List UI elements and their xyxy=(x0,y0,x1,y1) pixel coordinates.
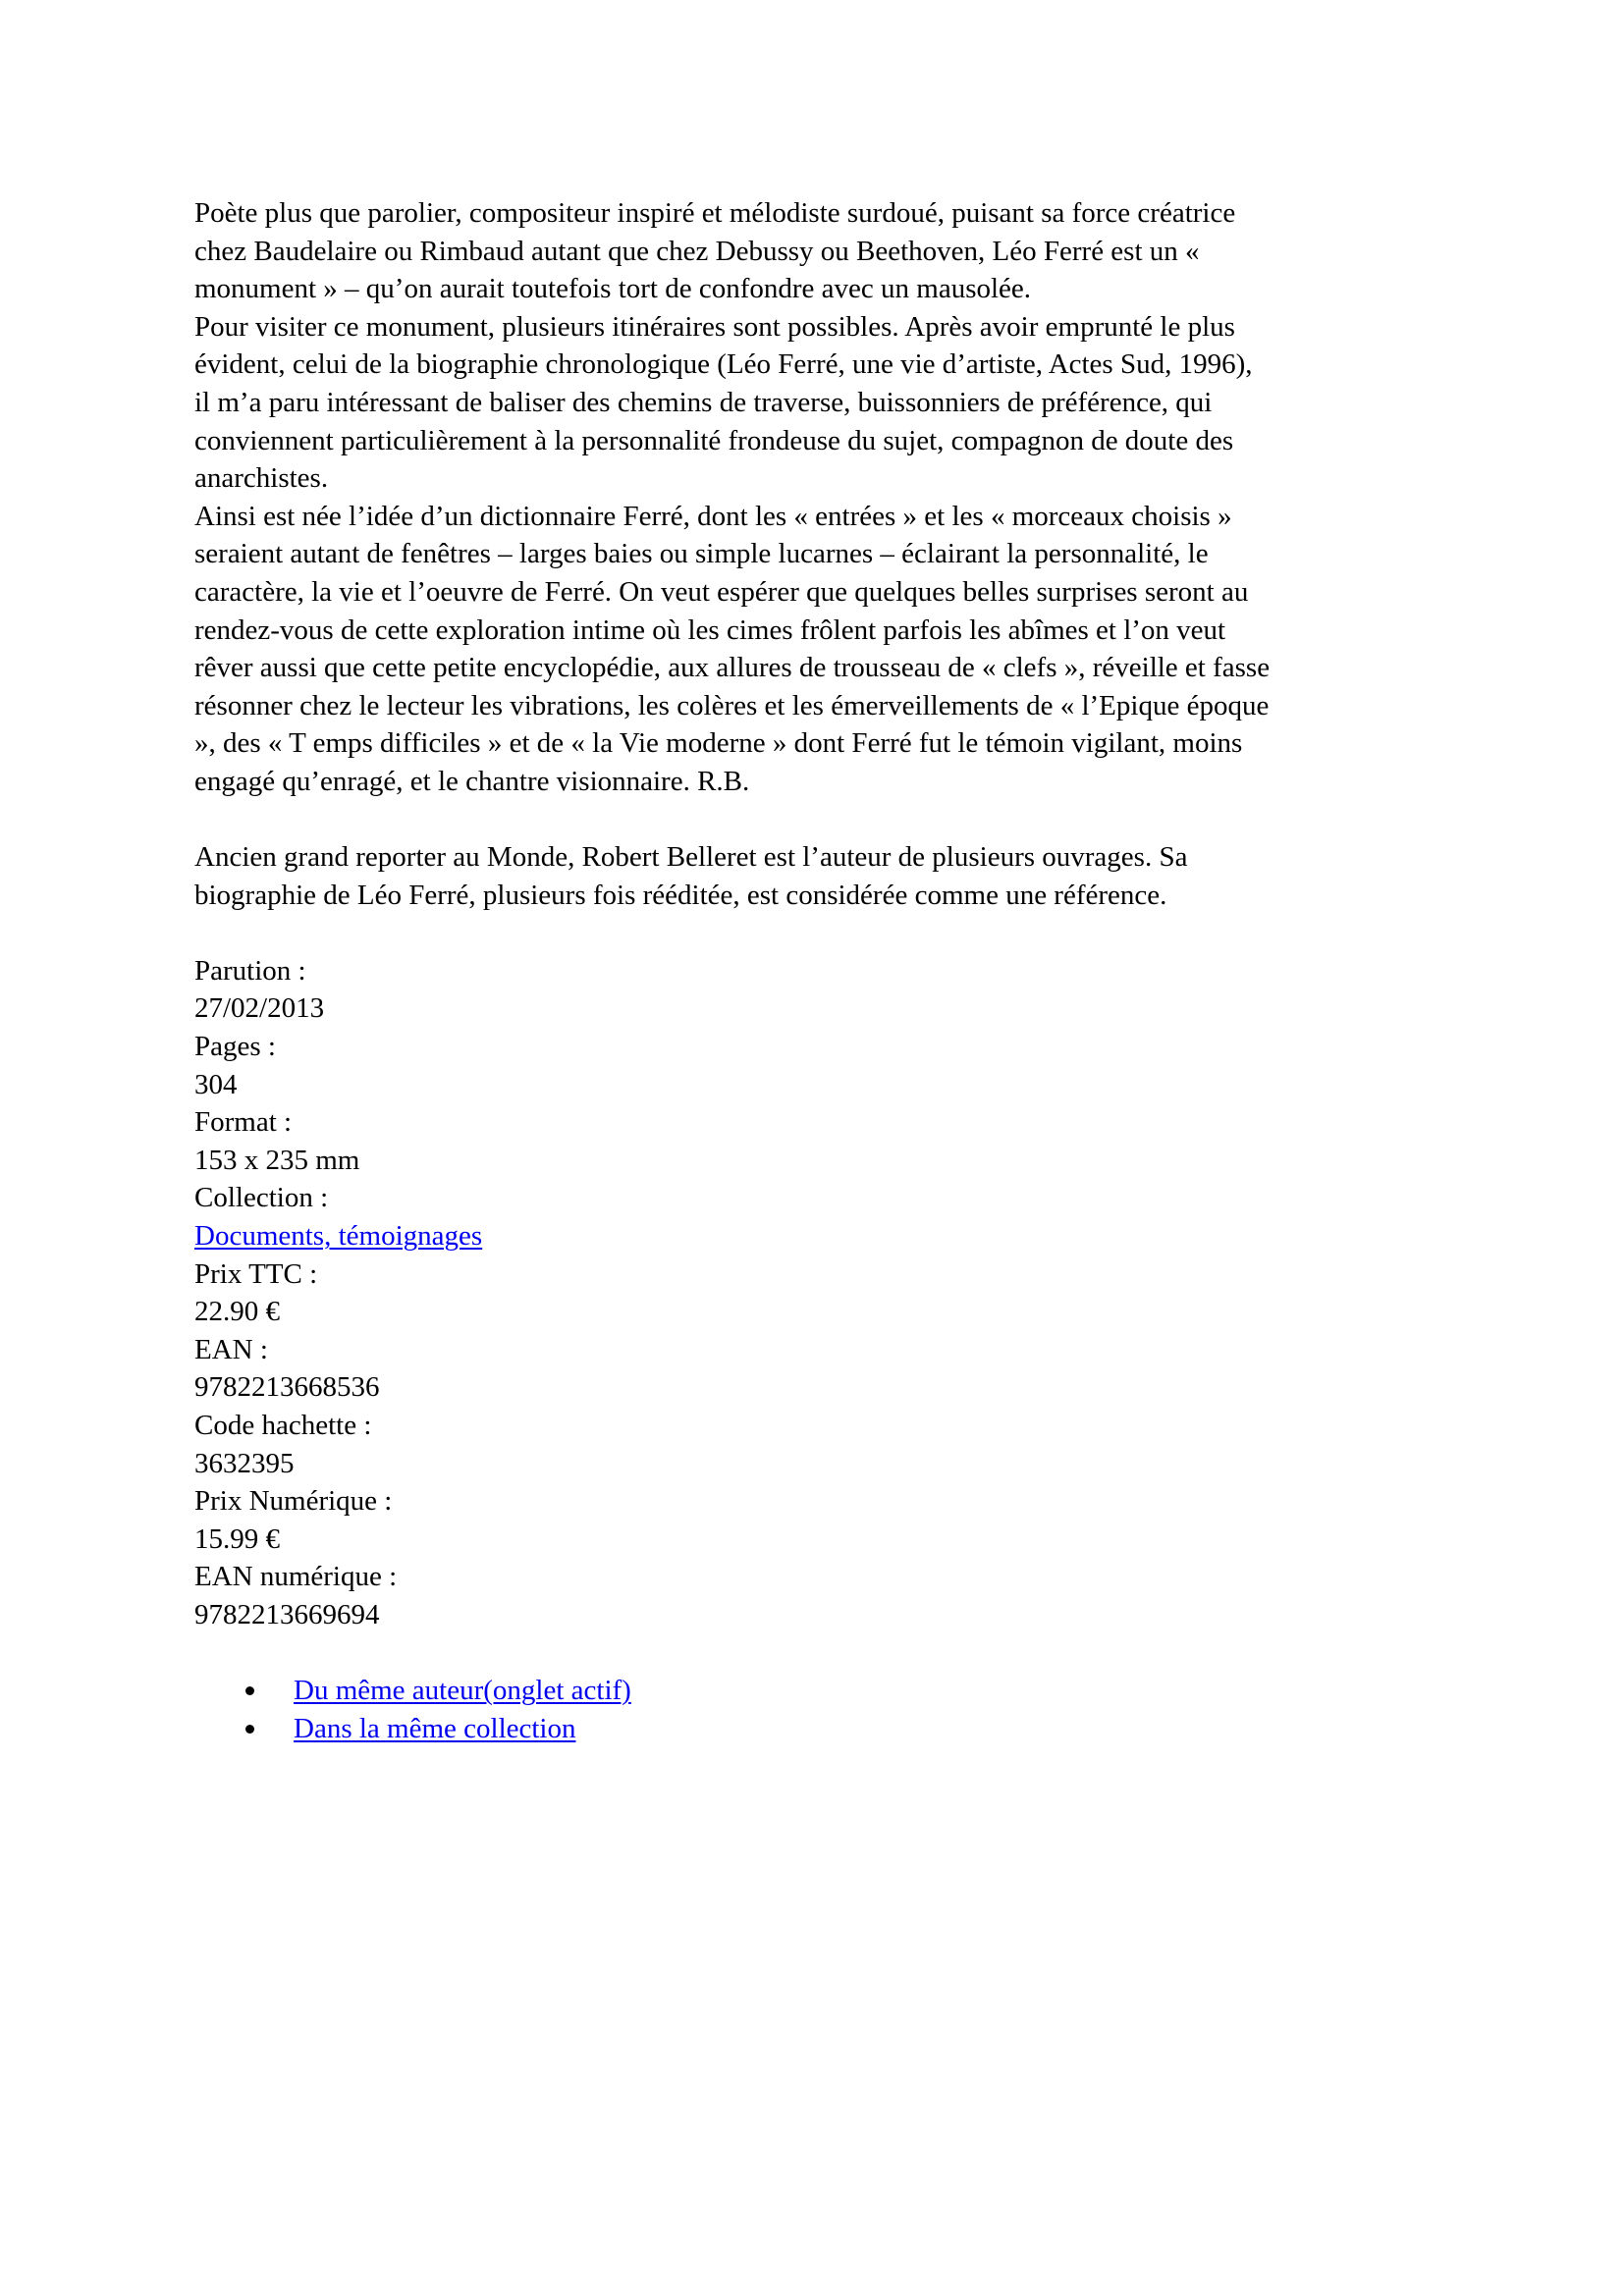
description-line: engagé qu’enragé, et le chantre visionnaire. R.B. xyxy=(194,765,750,797)
publication-date-label: Parution : xyxy=(194,954,306,987)
tab-same-collection xyxy=(294,1710,1471,1748)
format-label: Format : xyxy=(194,1106,293,1139)
price-label: Prix TTC : xyxy=(194,1257,318,1290)
collection-value-wrapper xyxy=(194,1217,1471,1255)
description-line: résonner chez le lecteur les vibrations, les colères et les émerveillements de « l’Epique époque xyxy=(194,689,1270,721)
format-value: 153 x 235 mm xyxy=(194,1144,360,1176)
description-line: évident, celui de la biographie chronologique (Léo Ferré, une vie d’artiste, Actes Sud, 1996), xyxy=(194,348,1253,381)
description-line: rendez-vous de cette exploration intime où les cimes frôlent parfois les abîmes et l’on veut xyxy=(194,614,1226,646)
spacer xyxy=(194,801,1471,839)
description-line: rêver aussi que cette petite encyclopédie, aux allures de trousseau de « clefs », réveille et fasse xyxy=(194,652,1271,684)
digital-price-value: 15.99 € xyxy=(194,1522,280,1555)
author-bio-line: biographie de Léo Ferré, plusieurs fois rééditée, est considérée comme une référence. xyxy=(194,879,1167,911)
ean-value: 9782213668536 xyxy=(194,1371,380,1404)
publication-date-value: 27/02/2013 xyxy=(194,992,325,1025)
author-bio xyxy=(194,838,1471,914)
same-author-link[interactable]: Du même auteur(onglet actif) xyxy=(294,1675,631,1707)
related-tabs-list xyxy=(194,1672,1471,1747)
description-line: caractère, la vie et l’oeuvre de Ferré. On veut espérer que quelques belles surprises seront au xyxy=(194,575,1249,608)
description-line: Pour visiter ce monument, plusieurs itinéraires sont possibles. Après avoir emprunté le plus xyxy=(194,310,1235,343)
author-bio-line: Ancien grand reporter au Monde, Robert Belleret est l’auteur de plusieurs ouvrages. Sa xyxy=(194,841,1188,874)
tab-same-author xyxy=(294,1672,1471,1710)
description-line: Poète plus que parolier, compositeur inspiré et mélodiste surdoué, puisant sa force créatrice xyxy=(194,197,1236,229)
description-line: monument » – qu’on aurait toutefois tort de confondre avec un mausolée. xyxy=(194,273,1032,305)
bullet-icon xyxy=(245,1725,254,1734)
collection-label: Collection : xyxy=(194,1182,329,1214)
digital-price-label: Prix Numérique : xyxy=(194,1485,393,1518)
bullet-icon xyxy=(245,1686,254,1695)
pages-label: Pages : xyxy=(194,1031,276,1063)
description-line: », des « T emps difficiles » et de « la Vie moderne » dont Ferré fut le témoin vigilant, moins xyxy=(194,727,1243,760)
description-line: chez Baudelaire ou Rimbaud autant que chez Debussy ou Beethoven, Léo Ferré est un « xyxy=(194,235,1200,267)
ean-label: EAN : xyxy=(194,1333,268,1365)
description-line: seraient autant de fenêtres – larges baies ou simple lucarnes – éclairant la personnalité, le xyxy=(194,538,1209,570)
document-page xyxy=(194,194,1471,1747)
description-line: il m’a paru intéressant de baliser des chemins de traverse, buissonniers de préférence, qui xyxy=(194,386,1213,418)
description-line: conviennent particulièrement à la personnalité frondeuse du sujet, compagnon de doute des xyxy=(194,424,1234,456)
digital-ean-label: EAN numérique : xyxy=(194,1561,398,1593)
collection-link[interactable]: Documents, témoignages xyxy=(194,1220,483,1253)
spacer xyxy=(194,914,1471,952)
digital-ean-value: 9782213669694 xyxy=(194,1598,380,1630)
pages-value: 304 xyxy=(194,1068,238,1100)
description-line: anarchistes. xyxy=(194,462,329,495)
hachette-code-value: 3632395 xyxy=(194,1447,295,1479)
price-value: 22.90 € xyxy=(194,1296,280,1328)
description-section xyxy=(194,194,1471,801)
description-line: Ainsi est née l’idée d’un dictionnaire Ferré, dont les « entrées » et les « morceaux choisis » xyxy=(194,500,1232,532)
book-details xyxy=(194,952,1471,1634)
hachette-code-label: Code hachette : xyxy=(194,1410,372,1441)
same-collection-link[interactable]: Dans la même collection xyxy=(294,1712,576,1744)
